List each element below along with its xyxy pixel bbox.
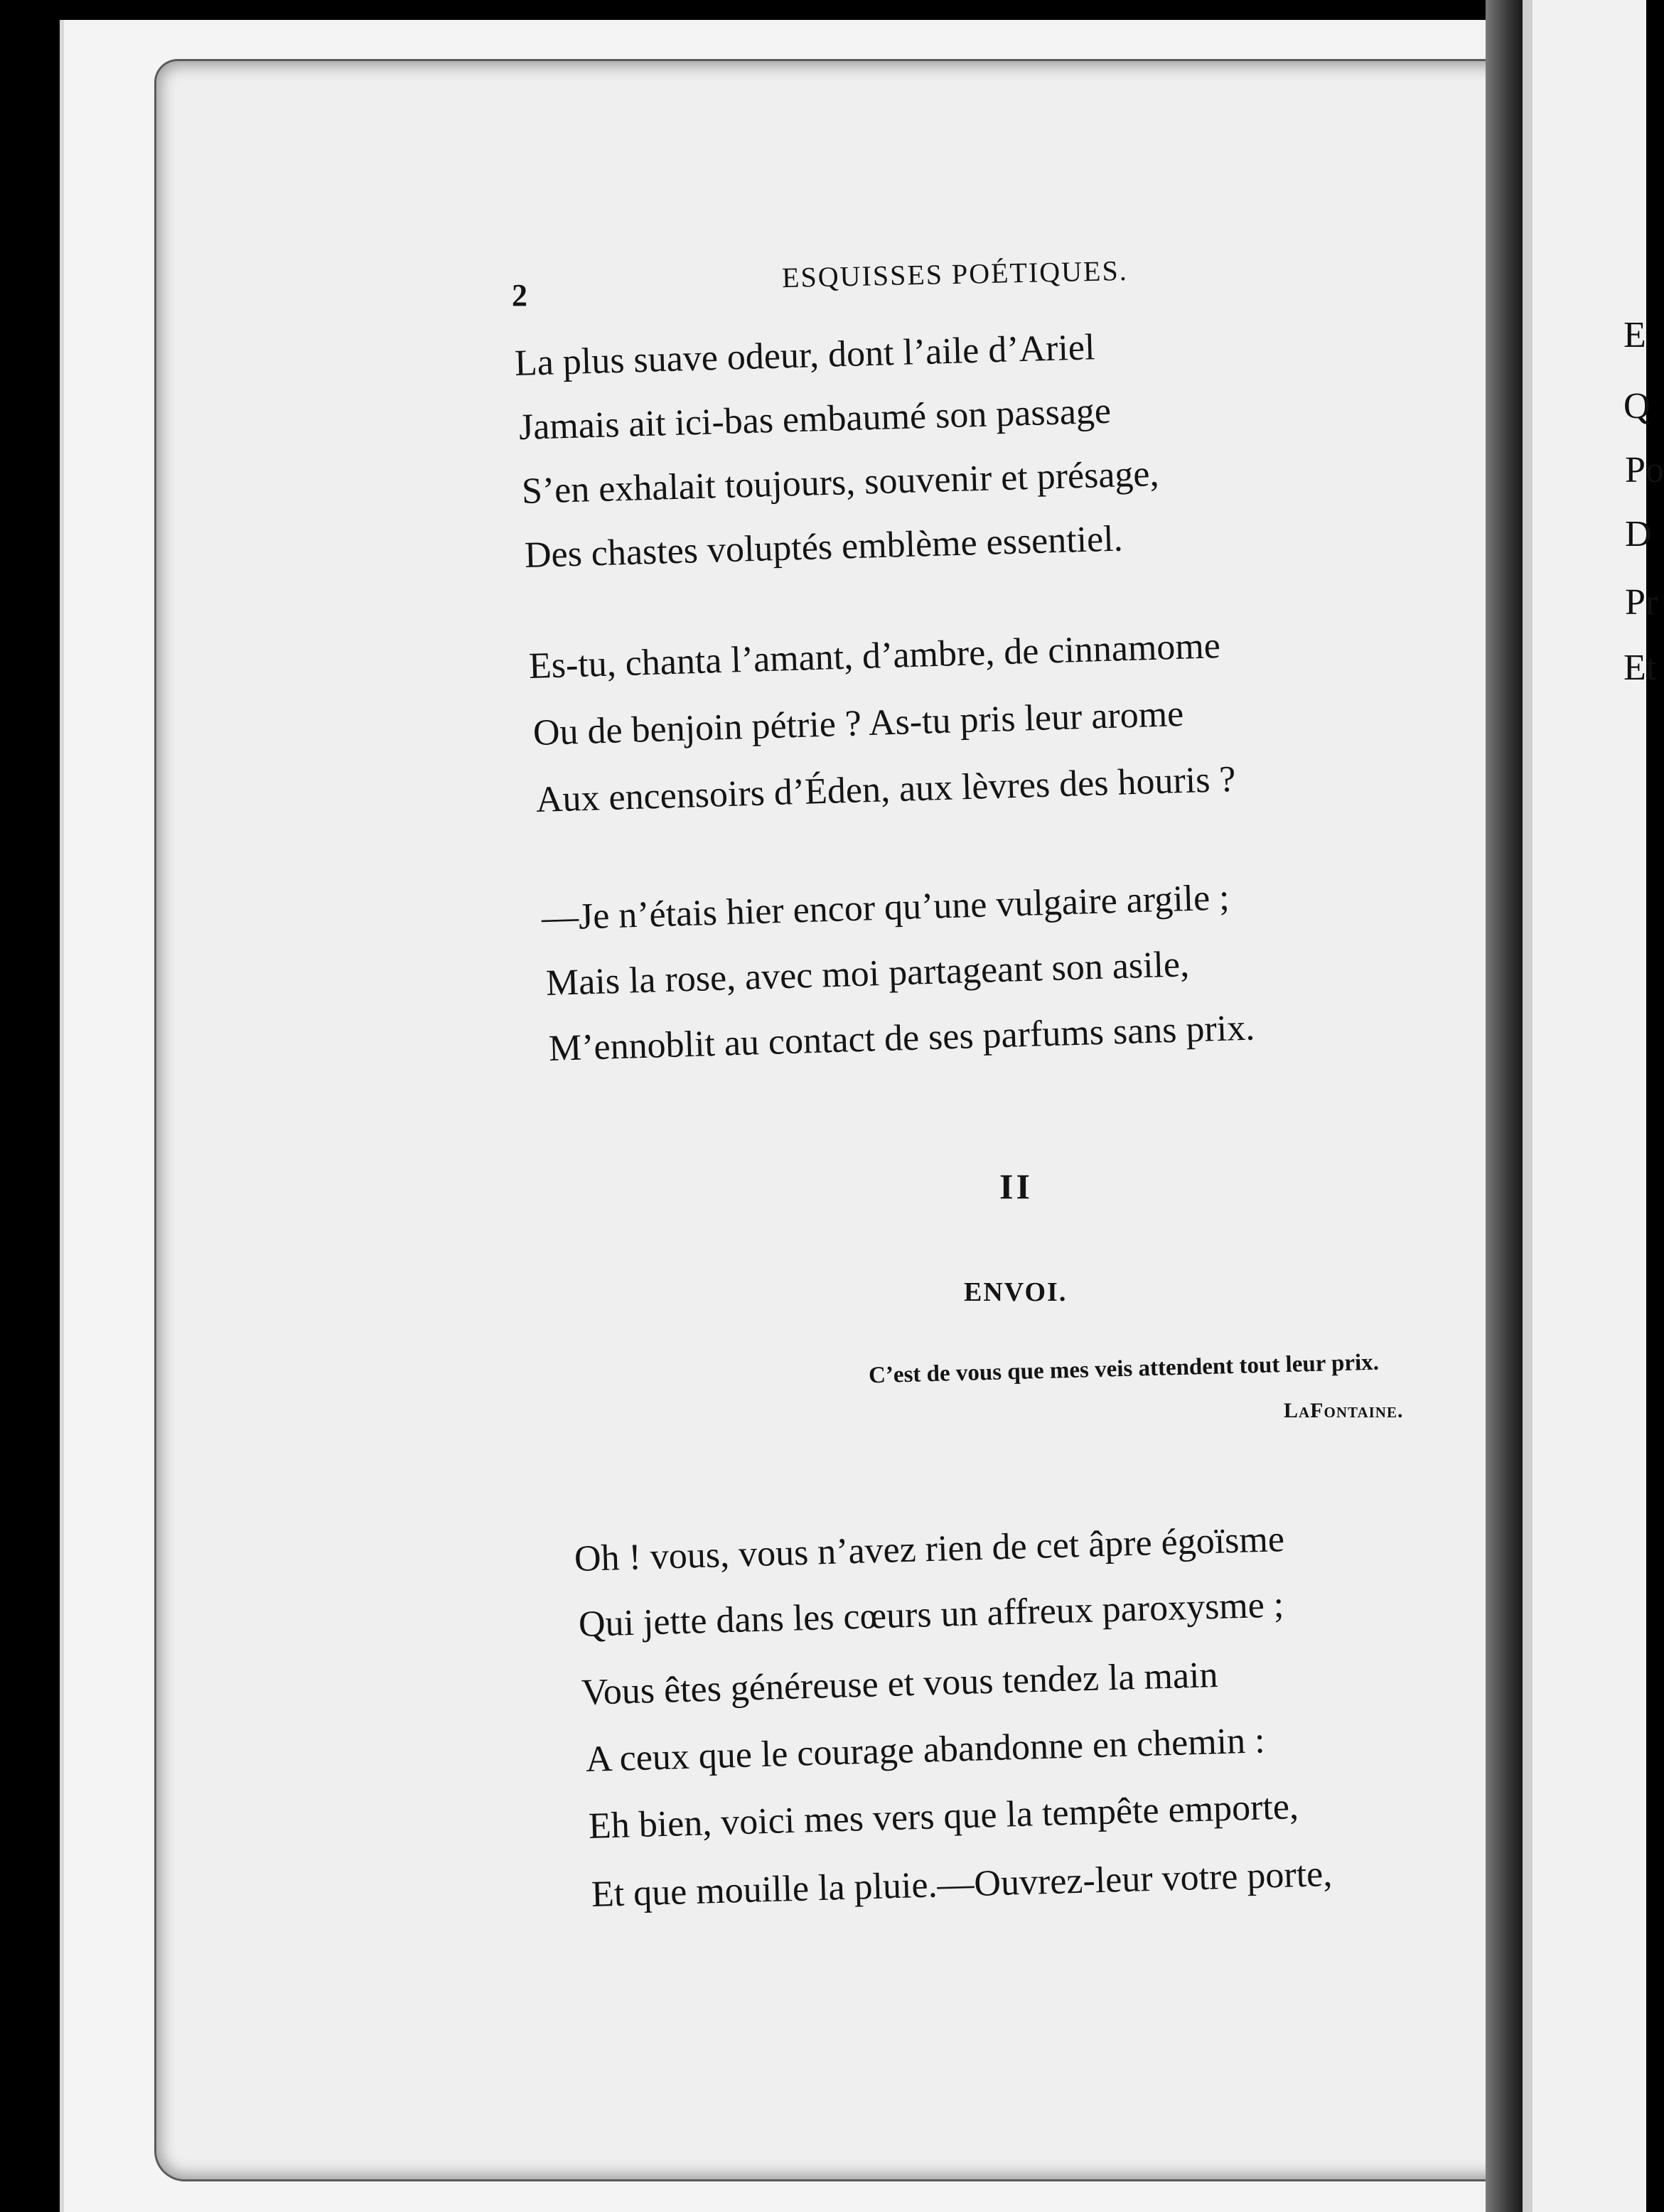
page-number: 2	[512, 278, 527, 313]
verse-line: Et que mouille la pluie.—Ouvrez-leur votre porte,	[591, 1853, 1333, 1915]
book-gutter	[1486, 0, 1523, 2212]
facing-line-start: Po	[1625, 450, 1664, 490]
verse-line: —Je n’étais hier encor qu’une vulgaire argile ;	[541, 877, 1230, 938]
verse-line: Ou de benjoin pétrie ? As-tu pris leur arome	[532, 693, 1184, 753]
verse-line: La plus suave odeur, dont l’aile d’Ariel	[514, 327, 1096, 384]
verse-line: Mais la rose, avec moi partageant son asile,	[545, 944, 1190, 1004]
facing-line-start: Pr	[1625, 582, 1658, 623]
epigraph-author: LaFontaine.	[1284, 1399, 1404, 1422]
running-title: ESQUISSES POÉTIQUES.	[781, 254, 1129, 294]
verse-line: S’en exhalait toujours, souvenir et présage,	[521, 453, 1160, 512]
verse-line: Qui jette dans les cœurs un affreux paroxysme ;	[578, 1584, 1284, 1645]
verse-line: Eh bien, voici mes vers que la tempête emporte,	[588, 1786, 1299, 1847]
verse-line: Oh ! vous, vous n’avez rien de cet âpre égoïsme	[574, 1519, 1285, 1579]
facing-line-start: D	[1625, 514, 1652, 554]
gutter-edge	[1523, 0, 1533, 2212]
verse-line: M’ennoblit au contact de ses parfums sans prix.	[548, 1007, 1255, 1069]
facing-line-start: E	[1623, 315, 1646, 355]
verse-line: Des chastes voluptés emblème essentiel.	[524, 518, 1124, 576]
verse-line: Aux encensoirs d’Éden, aux lèvres des houris ?	[535, 758, 1237, 820]
verse-line: A ceux que le courage abandonne en chemin :	[585, 1720, 1266, 1780]
section-number: II	[999, 1166, 1033, 1206]
verse-line: Jamais ait ici-bas embaumé son passage	[518, 390, 1112, 448]
epigraph-quote: C’est de vous que mes veis attendent tout leur prix.	[868, 1349, 1380, 1389]
facing-line-start: Et	[1623, 648, 1657, 688]
facing-page	[1533, 0, 1664, 2212]
verse-line: Vous êtes généreuse et vous tendez la main	[581, 1654, 1219, 1713]
facing-line-start: Q	[1623, 386, 1650, 426]
section-title: ENVOI.	[964, 1277, 1068, 1307]
verse-line: Es-tu, chanta l’amant, d’ambre, de cinnamome	[528, 626, 1221, 687]
